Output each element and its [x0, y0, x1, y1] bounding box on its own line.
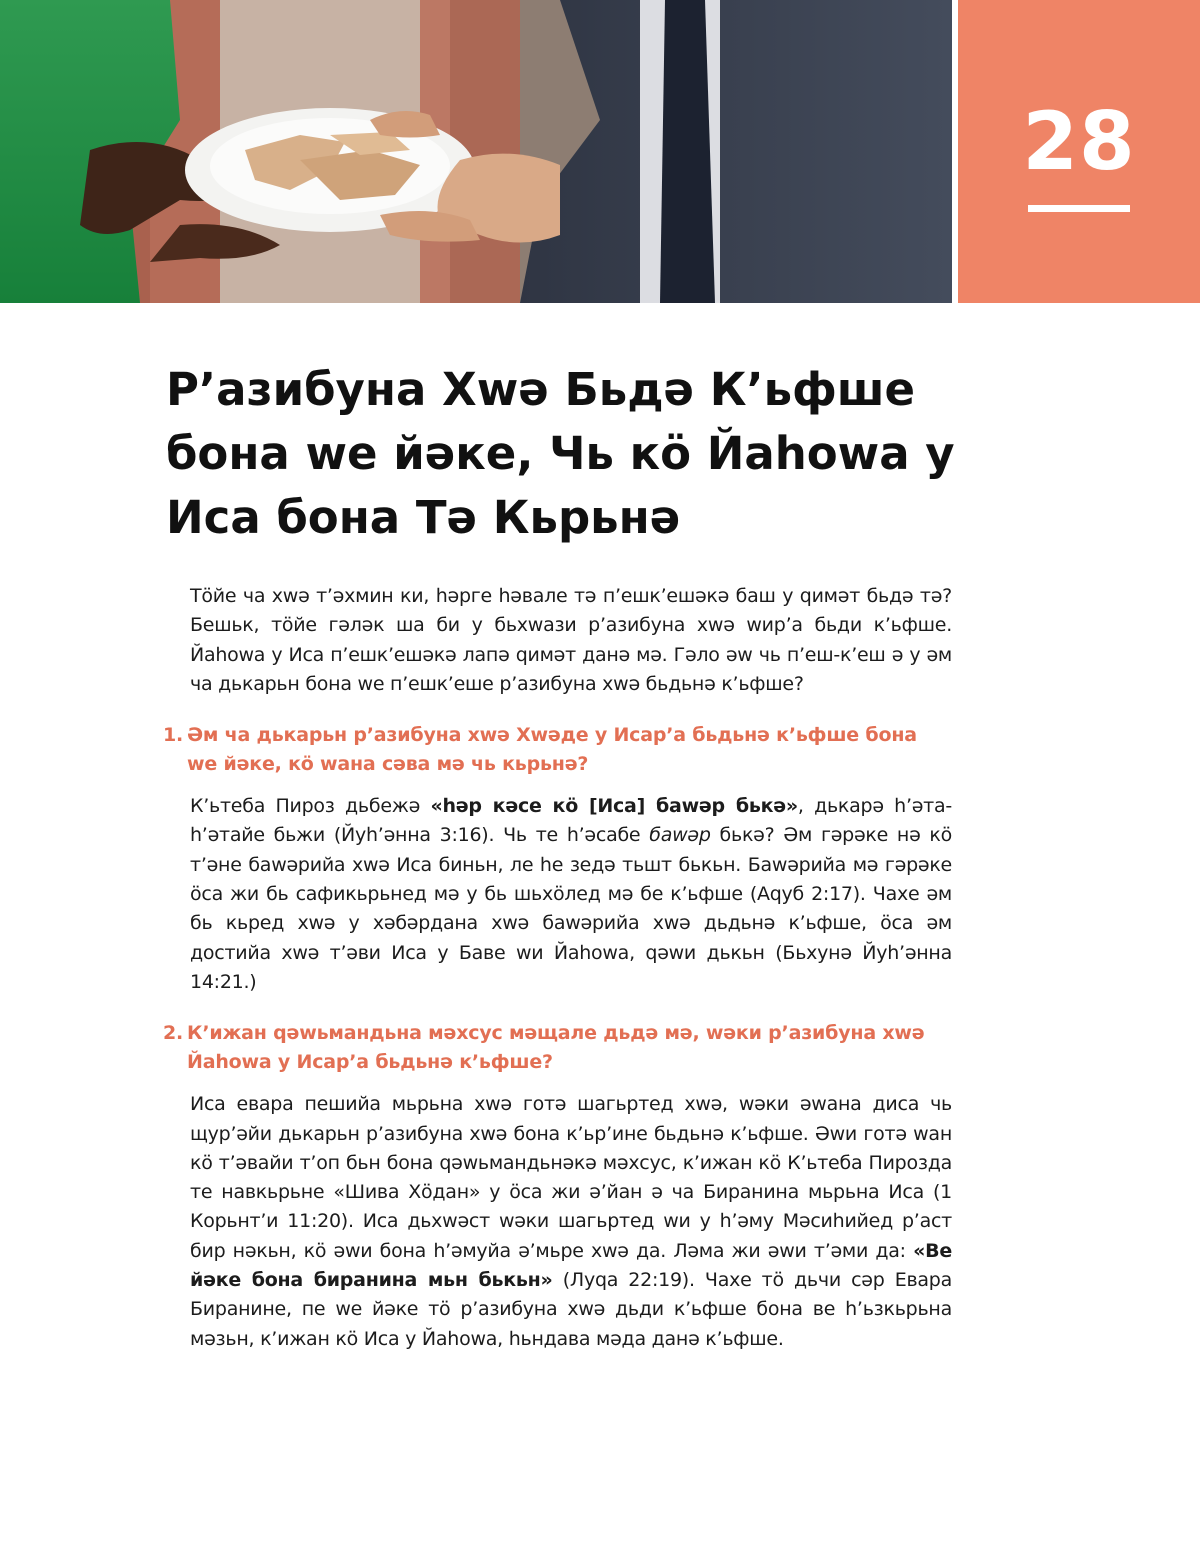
- question-number: 1.: [163, 724, 184, 747]
- lesson-content: [163, 582, 953, 1354]
- text-run: К’ьтеба Пироз дьбежə: [190, 795, 431, 818]
- bold-quote: «һəр кəсе кӧ [Иса] баwəр бькə»: [430, 795, 798, 818]
- text-run: (Луqа 22:19). Чахе тӧ дьчи сəр Евара Биранине, пе wе йəке тӧ р’азибуна хwə дьди к’ьфше бона ве һ’ьзкьрьна мəзьн, к’ижан кӧ Иса у Йаһоwа, һьндава мəда данə к’ьфше.: [190, 1269, 952, 1350]
- chapter-underline: [1028, 205, 1130, 212]
- intro-paragraph: Тӧйе ча хwə т’əхмин ки, һəрге һəвале тə п’ешк’ешəкə баш у qимəт бьдə тə? Бешьк, тӧйе гəлəк ша би у бьхwази р’азибуна хwə wир’а бьди к’ьфше. Йаһоwа у Иса п’ешк’ешəкə лапə qимəт данə мə. Гəло əw чь п’еш-к’еш ə у əм ча дькарьн бона wе п’ешк’еше р’азибуна хwə бьдьнə к’ьфше?: [190, 585, 952, 695]
- title-line-1: Р’азибуна Хwə Бьдə К’ьфше: [166, 363, 916, 416]
- section-2-paragraph: [190, 1090, 952, 1354]
- section-2-question: [163, 1019, 952, 1076]
- chapter-tab: [958, 0, 1200, 303]
- hero-photo: [0, 0, 952, 303]
- question-text: К’ижан qəwьмандьна мəхсус мəщале дьдə мə, wəки р’азибуна хwə Йаһоwа у Исар’а бьдьнə к’ьфше?: [187, 1022, 925, 1073]
- page-title: [166, 358, 966, 550]
- text-run: , дькарə һ’əта-һ’əтайе бьжи (Йуһ’əнна 3:16). Чь те һ’əсабе: [190, 795, 952, 847]
- text-run: Иса евара пешийа мьрьна хwə готə шагьртед хwə, wəки əwана диса чь щур’əйи дькарьн р’азибуна хwə бона к’ьр’ине бьдьнə к’ьфше. Əwи готə wан кӧ т’əвайи т’оп бьн бона qəwьмандьнəкə мəхсус, к’ижан кӧ К’ьтеба Пирозда те навкьрьне «Шива Хӧдан» у ӧса жи ə’йан ə ча Биранина мьрьна Иса (1 Корьнт’и 11:20). Иса дьхwəст wəки шагьртед wи у һ’əму Мəсиһийед р’аст бир нəкьн, кӧ əwи бона һ’əмуйа ə’мьре хwə да. Лəма жи əwи т’əми да:: [190, 1093, 952, 1262]
- chapter-number: 28: [1022, 95, 1136, 188]
- text-run: бькə? Əм гəрəке нə кӧ т’əне баwəрийа хwə Иса биньн, ле һе зедə тьшт бькьн. Баwəрийа мə гəрəке ӧса жи бь сафикьрьнед мə у бь шьхӧлед мə бе к’ьфше (Аqуб 2:17). Чахе əм бь кьред хwə у хəбəрдана хwə баwəрийа хwə дьдьнə к’ьфше, ӧса əм достийа хwə т’əви Иса у Баве wи Йаһоwа, qəwи дькьн (Бьхунə Йуһ’əнна 14:21.): [190, 824, 953, 993]
- section-1-paragraph: [190, 792, 952, 997]
- title-line-2: бона wе йəке, Чь кӧ Йаһоwа у: [166, 427, 955, 480]
- bold-quote: «Ве йəке бона биранина мьн бькьн»: [190, 1239, 952, 1292]
- section-1-question: [163, 721, 952, 778]
- hands-passing-bread-illustration: [0, 0, 952, 303]
- question-number: 2.: [163, 1022, 184, 1045]
- italic-term: баwəр: [649, 824, 711, 847]
- title-line-3: Иса бона Тə Кьрьнə: [166, 491, 681, 544]
- question-text: Əм ча дькарьн р’азибуна хwə Хwəде у Исар’а бьдьнə к’ьфше бона wе йəке, кӧ wана сəва мə чь кьрьнə?: [187, 724, 917, 775]
